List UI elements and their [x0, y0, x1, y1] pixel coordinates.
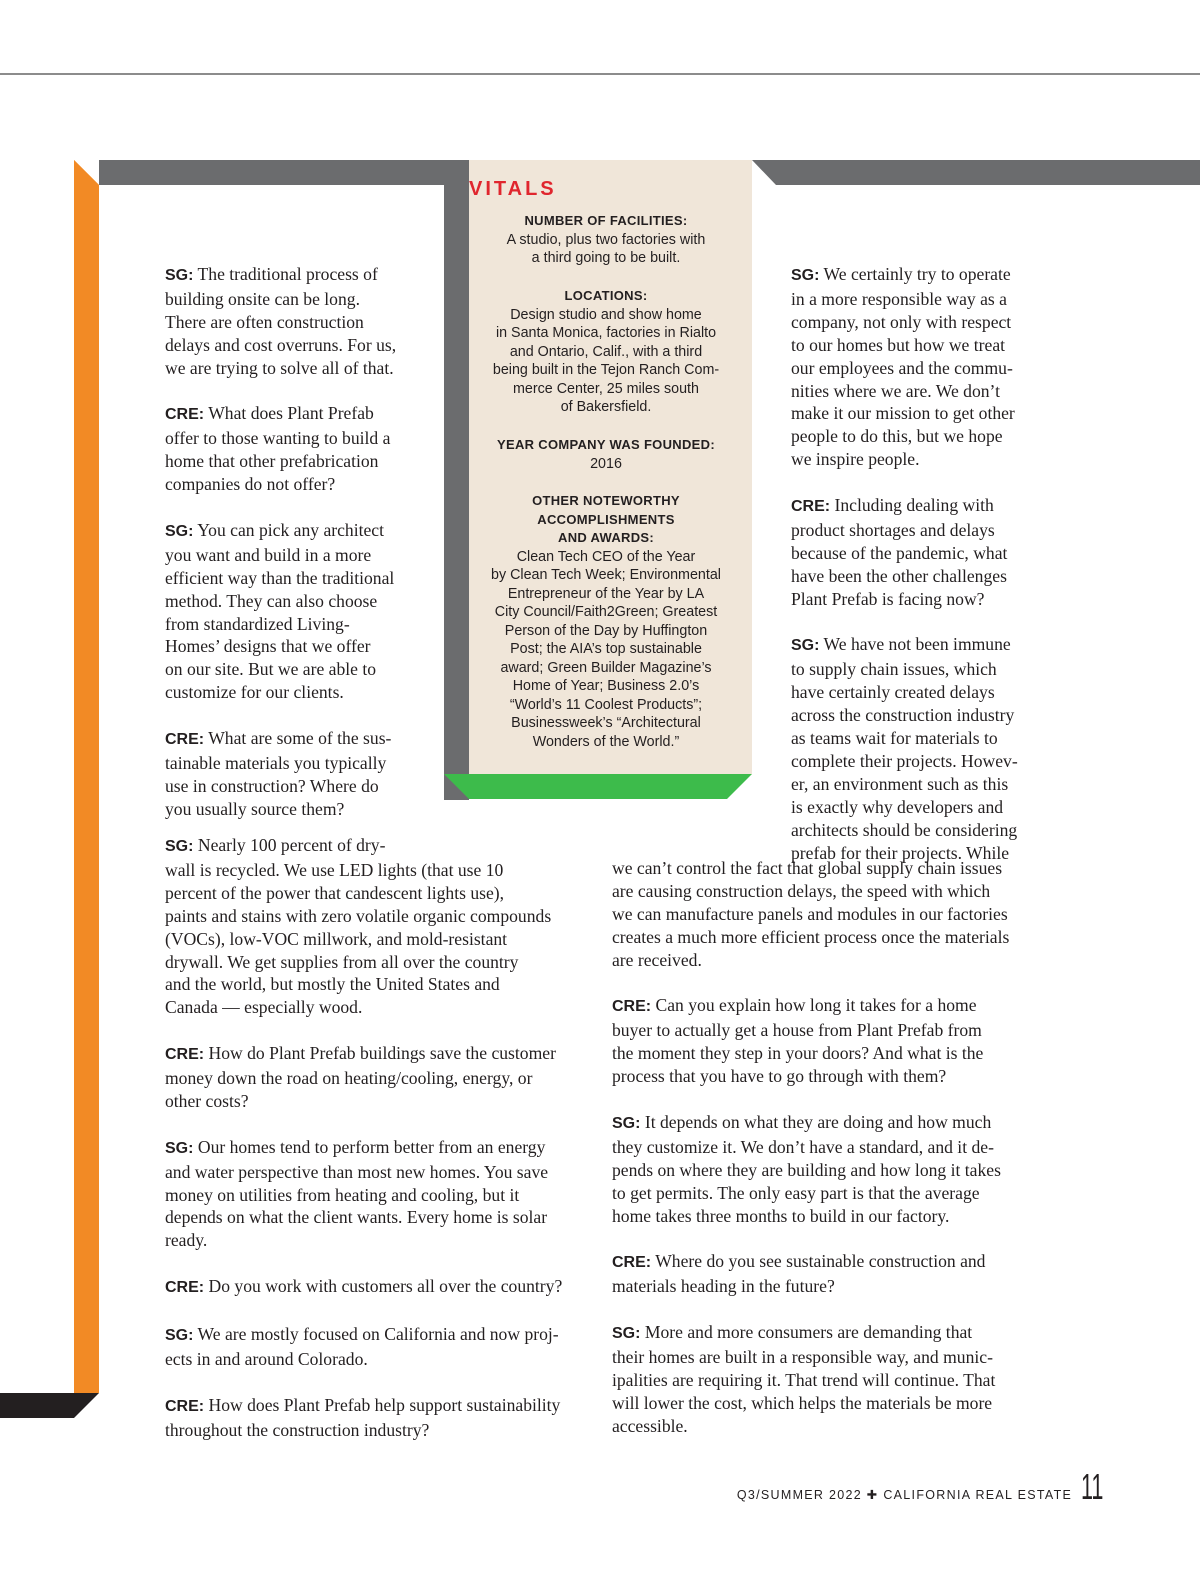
text-line: Where do you see sustainable construction and: [655, 1251, 986, 1272]
text-line: and the world, but mostly the United States and: [165, 974, 500, 995]
vitals-award-line: award; Green Builder Magazine’s: [500, 659, 712, 676]
interview-paragraph: [791, 494, 1051, 611]
speaker-cre: CRE:: [791, 498, 831, 516]
text-line: efficient way than the traditional: [165, 567, 395, 588]
speaker-sg: SG:: [791, 637, 820, 655]
column-left-upper: [165, 263, 435, 844]
vitals-award-line: by Clean Tech Week; Environmental: [491, 567, 721, 583]
text-line: are causing construction delays, the speed with which: [612, 880, 991, 901]
vitals-award-line: Wonders of the World.”: [532, 733, 680, 750]
text-line: We certainly try to operate: [823, 264, 1011, 284]
vitals-award-line: Clean Tech CEO of the Year: [516, 548, 696, 565]
column-left-lower: [165, 834, 595, 1464]
text-line: as teams wait for materials to: [791, 728, 998, 749]
speaker-cre: CRE:: [165, 731, 205, 749]
text-line: companies do not offer?: [165, 474, 336, 495]
text-line: ects in and around Colorado.: [165, 1348, 368, 1369]
footer-issue: Q3/SUMMER 2022 ✚ CALIFORNIA REAL ESTATE: [736, 1488, 1073, 1502]
text-line: use in construction? Where do: [165, 775, 379, 796]
vitals-facilities: [476, 212, 736, 268]
text-line: have been the other challenges: [791, 565, 1007, 586]
text-line: (VOCs), low-VOC millwork, and mold-resistant: [165, 928, 508, 949]
text-line: ready.: [165, 1230, 208, 1251]
text-line: Homes’ designs that we offer: [165, 636, 371, 657]
text-line: er, an environment such as this: [791, 773, 1009, 794]
vitals-award-line: “World’s 11 Coolest Products”;: [509, 696, 703, 713]
vitals-other-label: OTHER NOTEWORTHY: [532, 493, 680, 508]
vitals-award-line: Entrepreneur of the Year by LA: [507, 585, 705, 602]
text-line: drywall. We get supplies from all over the country: [165, 951, 519, 972]
page-number: 11: [1080, 1466, 1104, 1507]
text-line: they customize it. We don’t have a standard, and it de-: [612, 1136, 994, 1157]
interview-paragraph: [165, 519, 435, 704]
text-line: Can you explain how long it takes for a home: [655, 995, 977, 1016]
vitals-line: Design studio and show home: [510, 306, 702, 323]
text-line: money down the road on heating/cooling, energy, or: [165, 1068, 533, 1089]
speaker-sg: SG:: [165, 267, 194, 284]
text-line: have certainly created delays: [791, 682, 995, 703]
interview-paragraph: [612, 857, 1052, 972]
text-line: we are trying to solve all of that.: [165, 357, 394, 378]
text-line: prefab for their projects. While: [791, 842, 1010, 863]
speaker-cre: CRE:: [165, 1046, 205, 1064]
interview-paragraph: [612, 1321, 1052, 1438]
interview-paragraph: [612, 1111, 1052, 1228]
text-line: home takes three months to build in our factory.: [612, 1205, 950, 1226]
text-line: and water perspective than most new homes. You save: [165, 1161, 549, 1182]
vitals-line: A studio, plus two factories with: [506, 231, 706, 248]
speaker-sg: SG:: [165, 522, 194, 540]
text-line: buyer to actually get a house from Plant Prefab from: [612, 1020, 982, 1041]
interview-paragraph: [165, 402, 435, 496]
speaker-sg: SG:: [612, 1325, 641, 1343]
text-line: their homes are built in a responsible way, and munic-: [612, 1346, 993, 1367]
text-line: money on utilities from heating and cooling, but it: [165, 1184, 520, 1205]
text-line: Our homes tend to perform better from an energy: [197, 1136, 546, 1157]
text-line: complete their projects. Howev-: [791, 751, 1018, 771]
interview-paragraph: [165, 1394, 595, 1442]
text-line: Canada — especially wood.: [165, 997, 363, 1018]
text-line: More and more consumers are demanding that: [644, 1322, 973, 1343]
bevel-right-corner: [752, 160, 776, 185]
text-line: delays and cost overruns. For us,: [165, 334, 397, 355]
interview-paragraph: [612, 994, 1052, 1088]
text-line: There are often construction: [165, 311, 364, 332]
vitals-facilities-label: NUMBER OF FACILITIES:: [524, 213, 688, 228]
interview-paragraph: [165, 1136, 595, 1253]
page-footer: [737, 1466, 1118, 1508]
interview-paragraph: [165, 727, 435, 821]
text-line: make it our mission to get other: [791, 403, 1015, 424]
text-line: customize for our clients.: [165, 682, 344, 703]
vitals-award-line: Person of the Day by Huffington: [504, 622, 708, 639]
text-line: What does Plant Prefab: [208, 403, 374, 424]
vitals-award-line: Home of Year; Business 2.0’s: [512, 678, 700, 694]
interview-paragraph: [612, 1250, 1052, 1298]
text-line: wall is recycled. We use LED lights (that use 10: [165, 859, 504, 880]
text-line: How does Plant Prefab help support sustainability: [208, 1394, 561, 1415]
text-line: method. They can also choose: [165, 590, 378, 611]
green-foot: [444, 774, 752, 799]
interview-paragraph: [165, 1275, 595, 1300]
text-line: offer to those wanting to build a: [165, 428, 391, 449]
vitals-title: VITALS: [469, 178, 557, 200]
column-right-lower: [612, 857, 1052, 1460]
vitals-award-line: Post; the AIA’s top sustainable: [510, 641, 702, 657]
text-line: We are mostly focused on California and now proj-: [197, 1323, 559, 1344]
text-line: company, not only with respect: [791, 311, 1012, 332]
text-line: architects should be considering: [791, 819, 1018, 840]
speaker-sg: SG:: [612, 1114, 641, 1132]
text-line: It depends on what they are doing and how much: [644, 1111, 992, 1132]
text-line: to get permits. The only easy part is that the average: [612, 1182, 980, 1203]
text-line: ipalities are requiring it. That trend will continue. That: [612, 1369, 996, 1390]
text-line: The traditional process of: [197, 264, 378, 284]
text-line: from standardized Living-: [165, 613, 350, 634]
text-line: accessible.: [612, 1415, 688, 1436]
bevel-vitals-corner: [444, 160, 469, 185]
text-line: other costs?: [165, 1090, 249, 1111]
text-line: across the construction industry: [791, 705, 1015, 726]
text-line: tainable materials you typically: [165, 752, 387, 773]
vitals-founded-label: YEAR COMPANY WAS FOUNDED:: [497, 437, 715, 452]
vitals-line: merce Center, 25 miles south: [513, 380, 699, 397]
speaker-sg: SG:: [165, 1326, 194, 1344]
interview-paragraph: [791, 263, 1051, 471]
vitals-award-line: Businessweek’s “Architectural: [511, 715, 701, 731]
speaker-cre: CRE:: [612, 998, 652, 1016]
vitals-line: a third going to be built.: [531, 250, 681, 266]
speaker-sg: SG:: [791, 267, 820, 284]
text-line: our employees and the commu-: [791, 357, 1013, 378]
text-line: the moment they step in your doors? And what is the: [612, 1043, 984, 1064]
text-line: people to do this, but we hope: [791, 426, 1003, 447]
text-line: percent of the power that candescent lights use),: [165, 882, 505, 903]
text-line: in a more responsible way as a: [791, 288, 1007, 309]
vitals-founded-value: 2016: [590, 455, 622, 472]
interview-paragraph: [791, 633, 1051, 864]
speaker-sg: SG:: [165, 1139, 194, 1157]
text-line: You can pick any architect: [197, 519, 384, 540]
vitals-line: being built in the Tejon Ranch Com-: [492, 362, 720, 378]
text-line: What are some of the sus-: [208, 728, 392, 749]
vitals-line: in Santa Monica, factories in Rialto: [495, 325, 717, 341]
vitals-founded: [476, 436, 736, 473]
text-line: paints and stains with zero volatile organic compounds: [165, 905, 552, 926]
interview-paragraph: [165, 834, 595, 1019]
text-line: How do Plant Prefab buildings save the customer: [208, 1043, 556, 1064]
interview-paragraph: [165, 263, 435, 380]
text-line: we can’t control the fact that global supply chain issues: [612, 858, 1003, 878]
vitals-other-label: AND AWARDS:: [558, 530, 654, 545]
speaker-sg: SG:: [165, 838, 194, 855]
text-line: Plant Prefab is facing now?: [791, 588, 985, 609]
text-line: are received.: [612, 949, 702, 970]
text-line: to our homes but how we treat: [791, 334, 1006, 355]
text-line: depends on what the client wants. Every home is solar: [165, 1207, 548, 1228]
interview-paragraph: [165, 1323, 595, 1371]
vitals-award-line: City Council/Faith2Green; Greatest: [494, 604, 718, 620]
text-line: Do you work with customers all over the country?: [208, 1276, 563, 1297]
text-line: because of the pandemic, what: [791, 542, 1008, 563]
vitals-awards: [476, 492, 736, 751]
text-line: you usually source them?: [165, 798, 345, 819]
text-line: we can manufacture panels and modules in our factories: [612, 903, 1008, 924]
text-line: pends on where they are building and how long it takes: [612, 1159, 1001, 1180]
vitals-other-label: ACCOMPLISHMENTS: [537, 511, 675, 527]
text-line: Nearly 100 percent of dry-: [197, 835, 386, 855]
text-line: We have not been immune: [823, 634, 1011, 655]
vitals-locations: [476, 287, 736, 417]
text-line: throughout the construction industry?: [165, 1419, 430, 1440]
text-line: we inspire people.: [791, 449, 920, 470]
interview-paragraph: [165, 1042, 595, 1113]
speaker-cre: CRE:: [165, 1279, 205, 1297]
text-line: Including dealing with: [834, 495, 994, 516]
text-line: is exactly why developers and: [791, 796, 1004, 817]
text-line: you want and build in a more: [165, 544, 372, 565]
text-line: building onsite can be long.: [165, 288, 360, 309]
text-line: on our site. But we are able to: [165, 659, 377, 680]
vitals-line: of Bakersfield.: [560, 399, 652, 415]
text-line: will lower the cost, which helps the materials be more: [612, 1392, 993, 1413]
text-line: product shortages and delays: [791, 519, 995, 540]
text-line: to supply chain issues, which: [791, 659, 997, 680]
text-line: nities where we are. We don’t: [791, 380, 1000, 401]
text-line: process that you have to go through with them?: [612, 1066, 947, 1087]
speaker-cre: CRE:: [612, 1254, 652, 1272]
text-line: creates a much more efficient process once the materials: [612, 926, 1010, 947]
column-right-upper: [791, 263, 1051, 887]
text-line: materials heading in the future?: [612, 1276, 835, 1297]
speaker-cre: CRE:: [165, 406, 205, 424]
vitals-locations-label: LOCATIONS:: [564, 288, 648, 303]
text-line: home that other prefabrication: [165, 451, 379, 472]
vitals-line: and Ontario, Calif., with a third: [509, 343, 703, 360]
speaker-cre: CRE:: [165, 1397, 205, 1415]
